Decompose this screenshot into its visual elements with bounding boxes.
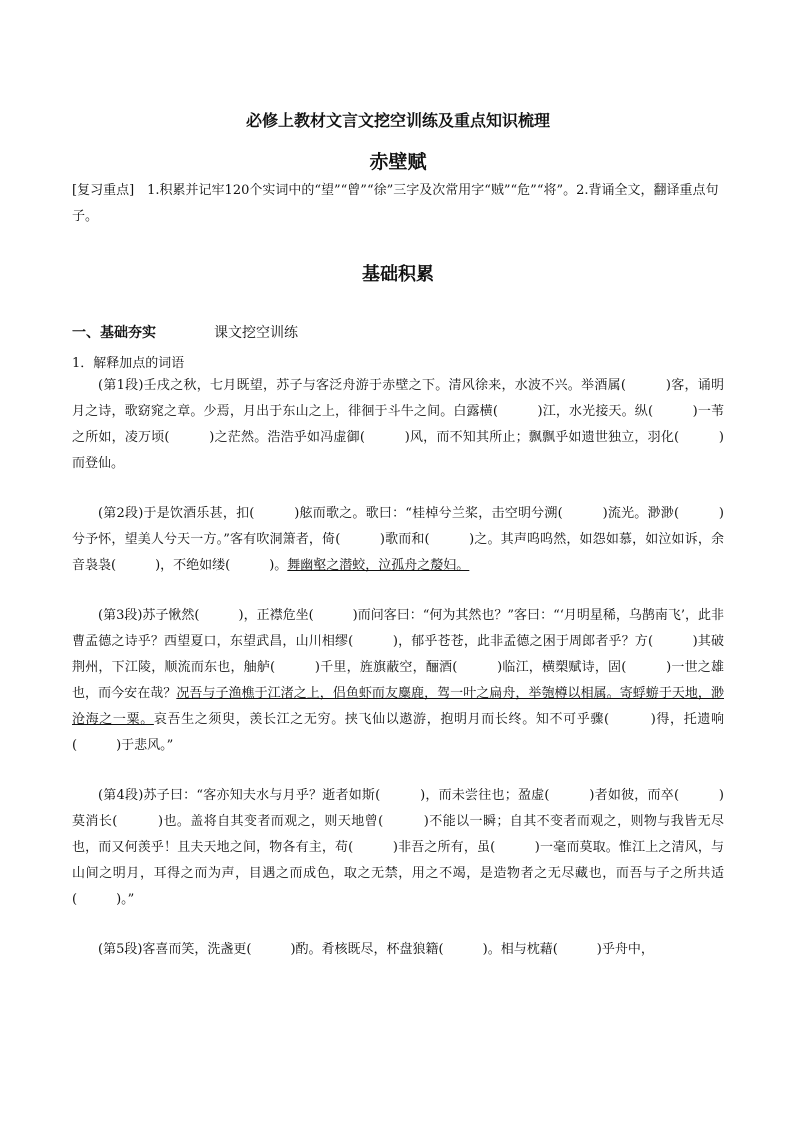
- part-heading: [72, 322, 724, 342]
- section-title: 基础积累: [362, 264, 434, 285]
- document-title: 必修上教材文言文挖空训练及重点知识梳理: [245, 111, 550, 130]
- paragraph-4: (第4段)苏子曰：“客亦知夫水与月乎？逝者如斯( )，而未尝往也；盈虚( )者如彼，而卒( )莫消长( )也。盖将自其变者而观之，则天地曾( )不能以一瞬；自其不变者而观之，则物与我皆无尽也，而又何羡乎！且夫天地之间，物各有主，苟( )非吾之所有，虽( )一毫而莫取。惟江上之清风，与山间之明月，耳得之而为声，目遇之而成色，取之无禁，用之不竭，是造物者之无尽藏也，而吾与子之所共适( )。”: [72, 788, 724, 907]
- part-heading-right: 课文挖空训练: [214, 325, 298, 341]
- paragraph-2-main: (第2段)于是饮酒乐甚，扣( )舷而歌之。歌曰：“桂棹兮兰桨，击空明兮溯( )流光。渺渺( )兮予怀，望美人兮天一方。”客有吹洞箫者，倚( )歌而和( )之。其声呜呜然，如怨如慕，如泣如诉，余音袅袅( )，不绝如缕( )。: [72, 506, 724, 573]
- part-heading-left: 一、基础夯实: [72, 325, 156, 341]
- text-title: 赤壁赋: [369, 151, 427, 173]
- document-page: [72, 100, 724, 963]
- paragraph-5: (第5段)客喜而笑，洗盏更( )酌。肴核既尽，杯盘狼籍( )。相与枕藉( )乎舟中，: [98, 942, 654, 957]
- paragraph-3-tail: 哀吾生之须臾，羡长江之无穷。挟飞仙以遨游，抱明月而长终。知不可乎骤( )得，托遗响( )于悲风。”: [72, 712, 724, 753]
- paragraph-3-underlined: 况吾与子渔樵于江渚之上，侣鱼虾而友麋鹿，驾一叶之扁舟，举匏樽以相属。寄蜉蝣于天地，渺沧海之一粟。: [72, 686, 724, 727]
- review-focus: [复习重点] 1.积累并记牢120个实词中的“望”“曾”“徐”三字及次常用字“贼”“危”“将”。2.背诵全文，翻译重点句子。: [72, 183, 719, 224]
- paragraph-3: [72, 603, 724, 759]
- paragraph-2: [72, 501, 724, 579]
- paragraph-1: (第1段)壬戌之秋，七月既望，苏子与客泛舟游于赤壁之下。清风徐来，水波不兴。举酒属( )客，诵明月之诗，歌窈窕之章。少焉，月出于东山之上，徘徊于斗牛之间。白露横( )江，水光接天。纵( )一苇之所如，凌万顷( )之茫然。浩浩乎如冯虚御( )风，而不知其所止；飘飘乎如遗世独立，羽化( )而登仙。: [72, 378, 724, 471]
- paragraph-3-main: (第3段)苏子愀然( )，正襟危坐( )而问客曰：“何为其然也？”客曰：“‘月明星稀，乌鹊南飞’，此非曹孟德之诗乎？西望夏口，东望武昌，山川相缪( )，郁乎苍苍，此非孟德之困于周郎者乎？方( )其破荆州，下江陵，顺流而东也，舳舻( )千里，旌旗蔽空，酾酒( )临江，横槊赋诗，固( )一世之雄也，而今安在哉？: [72, 608, 724, 701]
- paragraph-2-underlined: 舞幽壑之潜蛟，泣孤舟之嫠妇。: [287, 558, 470, 573]
- task-instruction: 1．解释加点的词语: [72, 356, 185, 371]
